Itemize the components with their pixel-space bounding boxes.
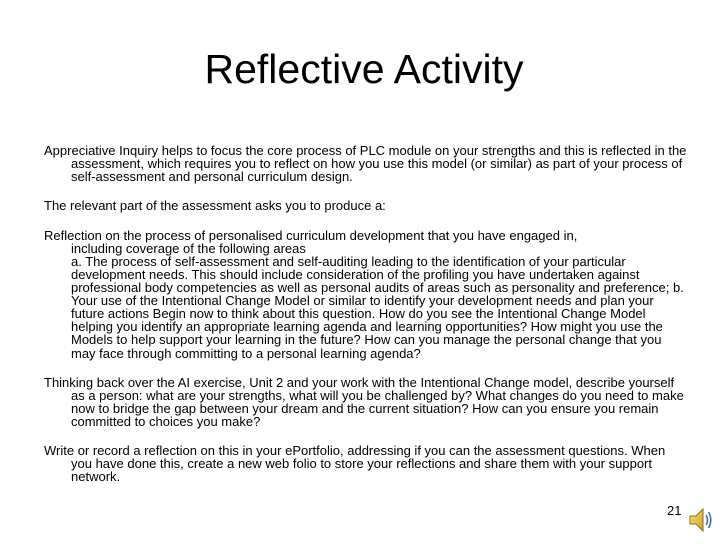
paragraph-appreciative-inquiry: Appreciative Inquiry helps to focus the core process of PLC module on your strengths and this is reflected in the assessment, which requires you to reflect on how you use this model (or similar) as part of your process of self-assessment and personal curriculum design.	[44, 143, 687, 185]
paragraph-reflection-requirements: Reflection on the process of personalised curriculum development that you have engaged in, including coverage of the following areas a. The process of self-assessment and self-auditing leading to the identification of your particular development needs. This should include consideration of the profiling you have undertaken against professional body competencies as well as personal audits of areas such as personality and preference; b. Your use of the Intentional Change Model or similar to identify your development needs and plan your future actions Begin now to think about this question. How do you see the Intentional Change Model helping you identify an appropriate learning agenda and learning opportunities? How might you use the Models to help support your learning in the future? How can you manage the personal change that you may face through committing to a personal learning agenda?	[44, 227, 684, 361]
speaker-icon[interactable]	[688, 505, 714, 535]
paragraph-assessment-intro: The relevant part of the assessment asks you to produce a:	[44, 198, 386, 214]
paragraph-thinking-back: Thinking back over the AI exercise, Unit 2 and your work with the Intentional Change model, describe yourself as a person: what are your strengths, what will you be challenged by? What changes do you need to make now to bridge the gap between your dream and the current situation? How can you ensure you remain committed to choices you make?	[44, 374, 684, 429]
slide-title: Reflective Activity	[204, 46, 524, 92]
page-number: 21	[667, 503, 682, 518]
paragraph-write-or-record: Write or record a reflection on this in your ePortfolio, addressing if you can the assessment questions. When you have done this, create a new web folio to store your reflections and share them with your support network.	[44, 443, 666, 485]
slide-body	[44, 131, 689, 500]
